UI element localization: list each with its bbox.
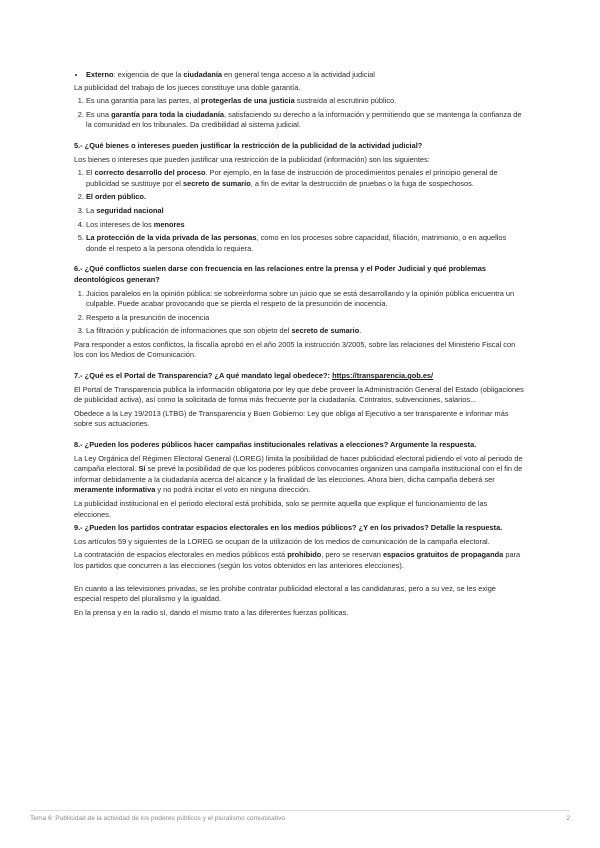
list-item: • Externo: exigencia de que la ciudadanía en general tenga acceso a la actividad judicial bbox=[86, 70, 524, 81]
list-item: 3. La filtración y publicación de informaciones que son objeto del secreto de sumario. bbox=[86, 326, 524, 337]
numbered-list bbox=[74, 168, 524, 254]
paragraph: Los artículos 59 y siguientes de la LOREG se ocupan de la utilización de los medios de comunicación de la campaña electoral. bbox=[74, 536, 490, 546]
paragraph: Para responder a estos conflictos, la fiscalía aprobó en el año 2005 la instrucción 3/2005, sobre las relaciones del Ministerio Fiscal con los con los Medios de Comunicación. bbox=[74, 339, 516, 360]
paragraph: Obedece a la Ley 19/2013 (LTBG) de Transparencia y Buen Gobierno: Ley que obliga al Ejecutivo a ser transparente e informar más sobre sus actuaciones. bbox=[74, 408, 509, 429]
paragraph: Los bienes o intereses que pueden justificar una restricción de la publicidad (información) son los siguientes: bbox=[74, 154, 430, 164]
paragraph: El Portal de Transparencia publica la información obligatoria por ley que debe proveer la Administración General del Estado (obligaciones de publicidad activa), así como la solicitada de forma más frecuente por la ciudadanía. Contratos, subvenciones, salarios... bbox=[74, 384, 524, 405]
section-heading-q9: 9.- ¿Pueden los partidos contratar espacios electorales en los medios públicos? ¿Y en los privados? Detalle la respuesta. bbox=[74, 523, 503, 533]
list-item: 1. El correcto desarrollo del proceso. Por ejemplo, en la fase de instrucción de procedimientos penales el principio general de publicidad se sustituye por el secreto de sumario, a fin de evitar la destrucción de pruebas o la fuga de sospechosos. bbox=[86, 168, 524, 189]
page-number: 2 bbox=[566, 815, 570, 822]
paragraph: En cuanto a las televisiones privadas, se les prohibe contratar publicidad electoral a las candidaturas, pero a su vez, se les exige especial respeto del pluralismo y la igualdad. bbox=[74, 583, 496, 604]
paragraph: La publicidad institucional en el periodo electoral está prohibida, solo se permite aquella que explique el funcionamiento de las elecciones. bbox=[74, 499, 488, 519]
paragraph: La Ley Orgánica del Régimen Electoral General (LOREG) limita la posibilidad de hacer publicidad electoral pidiendo el voto al periodo de campaña electoral. Sí se prevé la posibilidad de que los poderes públicos convocantes organizen una campaña institucional con el fin de informar debidamente a la ciudadanía acerca del alcance y la finalidad de las elecciones. Ahora bien, dicha campaña deberá ser meramente informativa y no podrá incitar el voto en ninguna dirección. bbox=[74, 453, 523, 495]
paragraph: La contratación de espacios electorales en medios públicos está prohibido, pero se reservan espacios gratuitos de propaganda para los partidos que concurren a las elecciones (según los votos obtenidos en las anteriores elecciones). bbox=[74, 550, 521, 570]
list-item: 1. Juicios paralelos en la opinión pública: se sobreinforma sobre un juicio que se está desarrollando y la opinión pública encuentra un culpable. Puede acabar provocando que se pierda el respeto de la presunción de inocencia. bbox=[86, 289, 524, 310]
section-heading-q8: 8.- ¿Pueden los poderes públicos hacer campañas institucionales relativas a elecciones? Argumente la respuesta. bbox=[74, 440, 477, 450]
term-externo: Externo bbox=[86, 70, 114, 79]
paragraph: La publicidad del trabajo de los jueces constituye una doble garantía. bbox=[74, 82, 301, 92]
bullet-list bbox=[74, 70, 524, 81]
numbered-list bbox=[74, 96, 524, 131]
section-heading-q6: 6.- ¿Qué conflictos suelen darse con frecuencia en las relaciones entre la prensa y el Poder Judicial y qué problemas deontológicos generan? bbox=[74, 264, 486, 284]
section-heading-q5: 5.- ¿Qué bienes o intereses pueden justificar la restricción de la publicidad de la actividad judicial? bbox=[74, 140, 423, 150]
list-item: 2. Es una garantía para toda la ciudadanía, satisfaciendo su derecho a la información y permitiendo que se mantenga la confianza de la comunidad en los tribunales. Da credibilidad al sistema judicial. bbox=[86, 110, 524, 131]
numbered-list bbox=[74, 289, 524, 337]
list-item: 3. La seguridad nacional bbox=[86, 206, 524, 217]
paragraph: En la prensa y en la radio sí, dando el mismo trato a las diferentes fuerzas políticas. bbox=[74, 607, 349, 617]
footer-title: Tema 6: Publicidad de la actividad de los poderes públicos y el pluralismo comunicativo bbox=[30, 815, 286, 822]
section-heading-q7: 7.- ¿Qué es el Portal de Transparencia? ¿A qué mandato legal obedece?: https://transparencia.gob.es/ bbox=[74, 371, 434, 381]
list-item: 2. El orden público. bbox=[86, 192, 524, 203]
page-content bbox=[74, 70, 524, 621]
page-footer bbox=[30, 810, 570, 822]
transparency-portal-link[interactable]: https://transparencia.gob.es/ bbox=[332, 371, 434, 381]
list-item: 2. Respeto a la presunción de inocencia bbox=[86, 313, 524, 324]
list-item: 4. Los intereses de los menores bbox=[86, 220, 524, 231]
list-item: 1. Es una garantía para las partes, al protegerlas de una justicia sustraída al escrutinio público. bbox=[86, 96, 524, 107]
spacer bbox=[74, 575, 524, 584]
list-item: 5. La protección de la vida privada de las personas, como en los procesos sobre capacidad, filiación, matrimonio, o en aquellos donde el respeto a la persona ofendida lo requiera. bbox=[86, 233, 524, 254]
